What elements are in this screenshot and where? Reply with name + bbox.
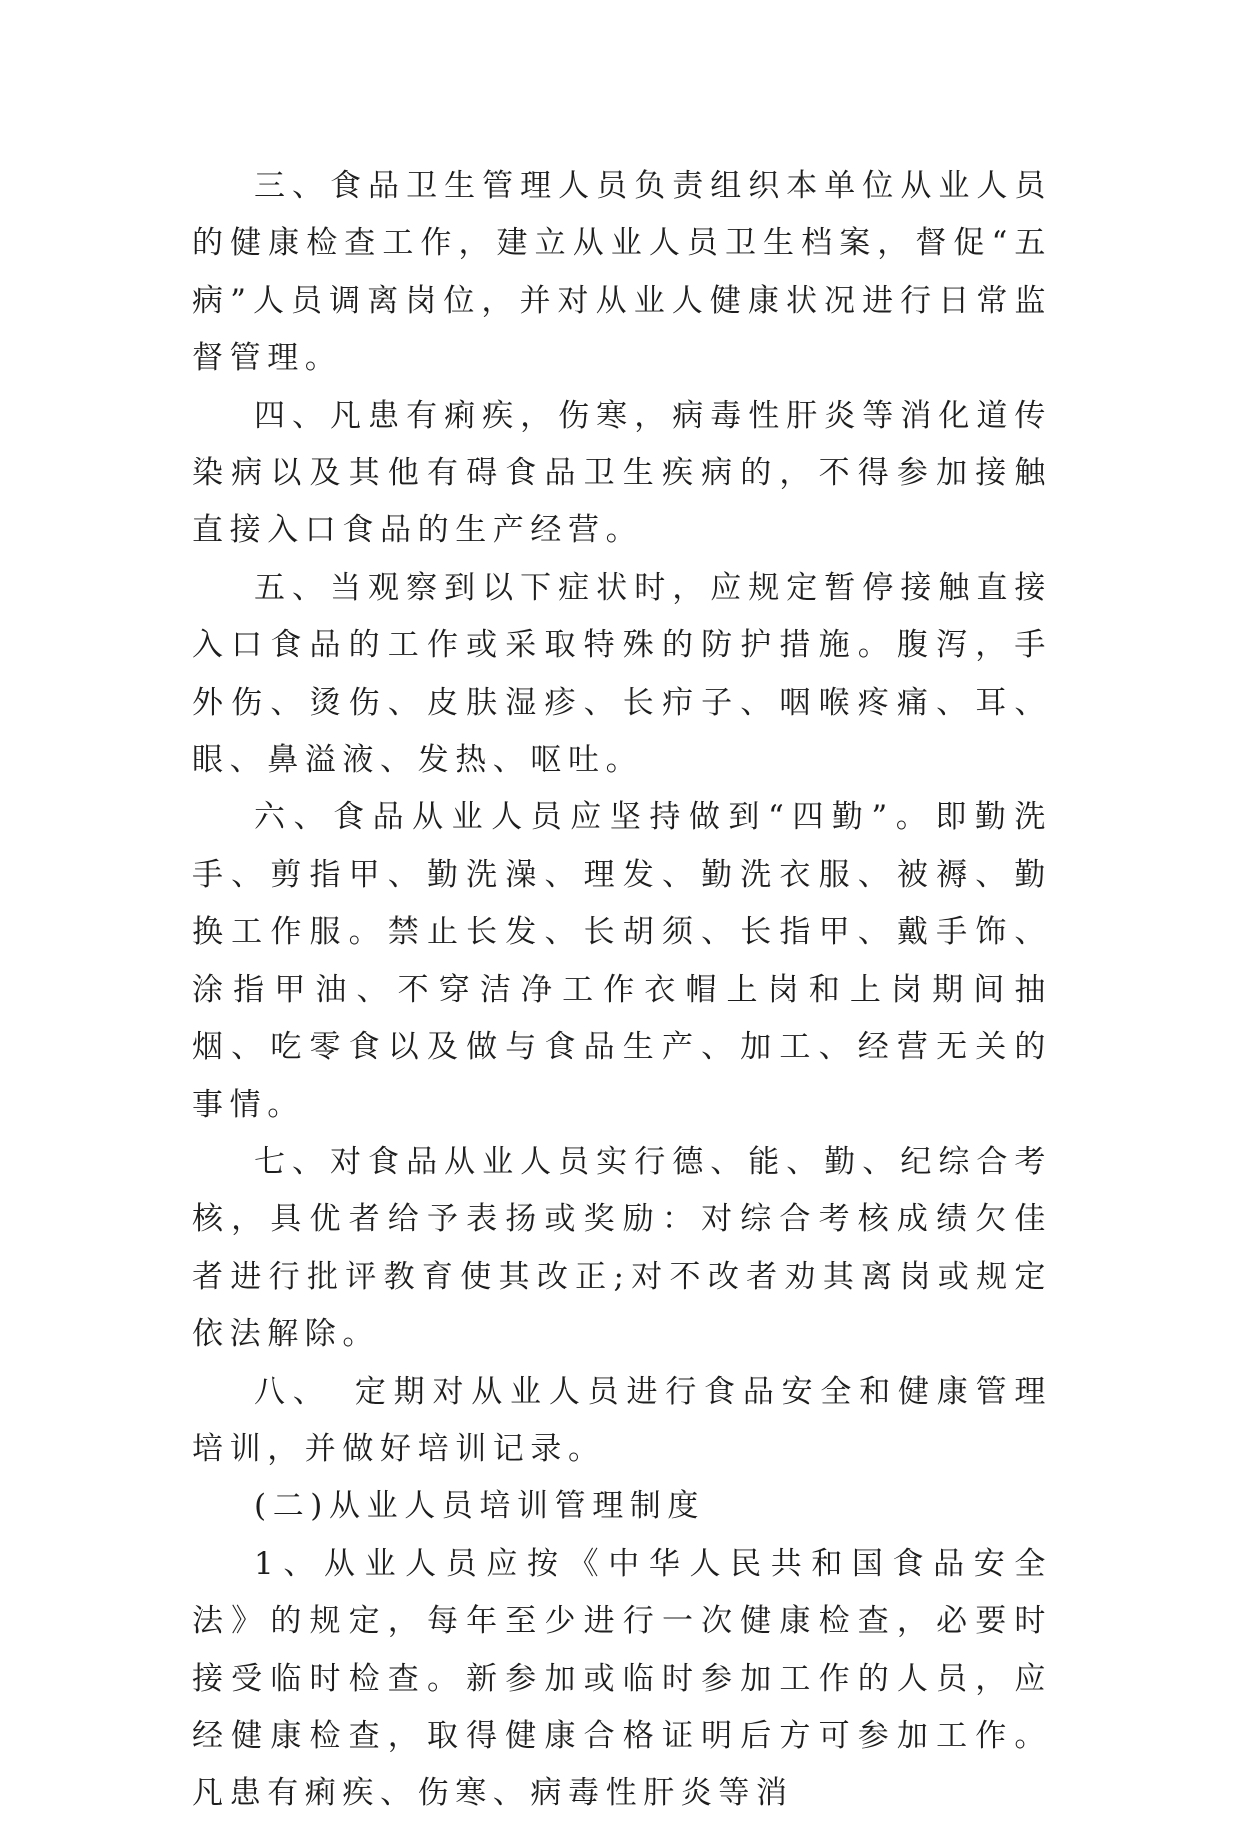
paragraph-6: 六、食品从业人员应坚持做到“四勤”。即勤洗手、剪指甲、勤洗澡、理发、勤洗衣服、被褥、勤换工作服。禁止长发、长胡须、长指甲、戴手饰、涂指甲油、不穿洁净工作衣帽上岗和上岗期间抽烟、吃零食以及做与食品生产、加工、经营无关的事情。 bbox=[192, 799, 1052, 1123]
paragraph-4: 四、凡患有痢疾，伤寒，病毒性肝炎等消化道传染病以及其他有碍食品卫生疾病的，不得参加接触直接入口食品的生产经营。 bbox=[192, 397, 1052, 549]
section-heading-training: (二)从业人员培训管理制度 bbox=[254, 1488, 705, 1525]
paragraph-training-1: 1、从业人员应按《中华人民共和国食品安全法》的规定，每年至少进行一次健康检查，必要时接受临时检查。新参加或临时参加工作的人员，应经健康检查，取得健康合格证明后方可参加工作。凡患有痢疾、伤寒、病毒性肝炎等消 bbox=[192, 1545, 1052, 1812]
paragraph-7: 七、对食品从业人员实行德、能、勤、纪综合考核，具优者给予表扬或奖励：对综合考核成绩欠佳者进行批评教育使其改正;对不改者劝其离岗或规定依法解除。 bbox=[192, 1143, 1052, 1353]
paragraph-5: 五、当观察到以下症状时，应规定暂停接触直接入口食品的工作或采取特殊的防护措施。腹泻，手外伤、烫伤、皮肤湿疹、长疖子、咽喉疼痛、耳、眼、鼻溢液、发热、呕吐。 bbox=[192, 569, 1052, 779]
paragraph-3: 三、食品卫生管理人员负责组织本单位从业人员的健康检查工作，建立从业人员卫生档案，督促“五病”人员调离岗位，并对从业人健康状况进行日常监督管理。 bbox=[192, 168, 1052, 377]
paragraph-8: 八、 定期对从业人员进行食品安全和健康管理培训，并做好培训记录。 bbox=[192, 1373, 1052, 1467]
document-body bbox=[192, 158, 1052, 1823]
